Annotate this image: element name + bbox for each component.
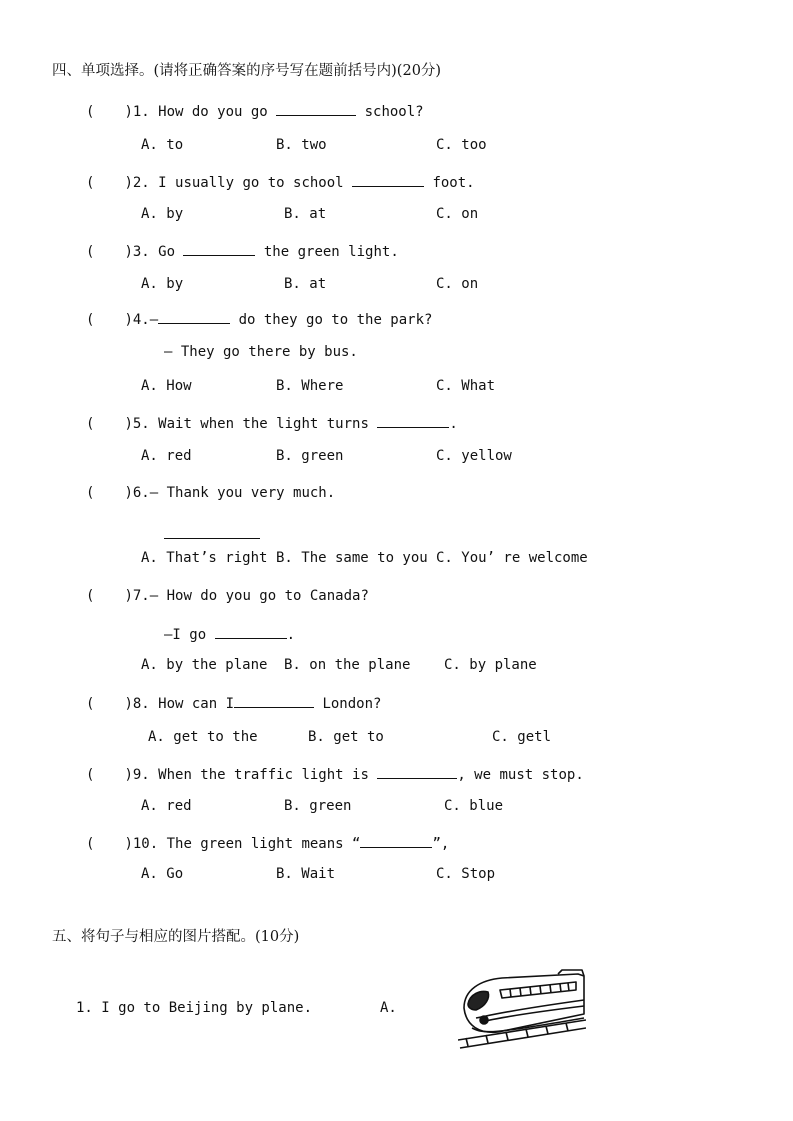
- q5-option-c[interactable]: C. yellow: [436, 448, 512, 464]
- q5-option-a[interactable]: A. red: [141, 448, 192, 464]
- question-1: ( )1. How do you go school?: [86, 101, 424, 121]
- q7-option-c[interactable]: C. by plane: [444, 657, 537, 673]
- q2-option-b[interactable]: B. at: [284, 206, 327, 222]
- answer-bracket[interactable]: (: [86, 696, 95, 712]
- question-4: ( )4.— do they go to the park?: [86, 309, 432, 329]
- q3-option-a[interactable]: A. by: [141, 276, 184, 292]
- question-7: ( )7.— How do you go to Canada?: [86, 588, 369, 604]
- fill-blank[interactable]: [158, 309, 230, 324]
- matching-option-a-label[interactable]: A.: [380, 1000, 397, 1016]
- answer-bracket[interactable]: (: [86, 416, 95, 432]
- q10-option-c[interactable]: C. Stop: [436, 866, 496, 882]
- q6-answer-blank[interactable]: [164, 538, 260, 539]
- q2-option-a[interactable]: A. by: [141, 206, 184, 222]
- q4-response-line: — They go there by bus.: [164, 344, 358, 360]
- q10-option-a[interactable]: A. Go: [141, 866, 184, 882]
- q3-option-c[interactable]: C. on: [436, 276, 479, 292]
- q4-option-a[interactable]: A. How: [141, 378, 192, 394]
- question-2: ( )2. I usually go to school foot.: [86, 172, 475, 192]
- question-10: ( )10. The green light means “ ”,: [86, 833, 449, 853]
- q2-option-c[interactable]: C. on: [436, 206, 479, 222]
- train-icon[interactable]: [458, 968, 586, 1052]
- answer-bracket[interactable]: (: [86, 175, 95, 191]
- question-9: ( )9. When the traffic light is , we must stop.: [86, 764, 584, 784]
- fill-blank[interactable]: [377, 764, 457, 779]
- section4-heading: 四、单项选择。(请将正确答案的序号写在题前括号内)(20分): [52, 63, 442, 79]
- matching-sentence-1: 1. I go to Beijing by plane.: [76, 1000, 313, 1016]
- section5-heading: 五、将句子与相应的图片搭配。(10分): [52, 929, 300, 945]
- fill-blank[interactable]: [276, 101, 356, 116]
- q8-option-b[interactable]: B. get to: [308, 729, 384, 745]
- q7-option-b[interactable]: B. on the plane: [284, 657, 411, 673]
- answer-bracket[interactable]: (: [86, 767, 95, 783]
- q1-option-c[interactable]: C. too: [436, 137, 487, 153]
- answer-bracket[interactable]: (: [86, 244, 95, 260]
- q8-option-a[interactable]: A. get to the: [148, 729, 258, 745]
- fill-blank[interactable]: [360, 833, 432, 848]
- answer-bracket[interactable]: (: [86, 836, 95, 852]
- fill-blank[interactable]: [215, 624, 287, 639]
- answer-bracket[interactable]: (: [86, 312, 95, 328]
- fill-blank[interactable]: [377, 413, 449, 428]
- q8-option-c[interactable]: C. getl: [492, 729, 552, 745]
- question-3: ( )3. Go the green light.: [86, 241, 399, 261]
- q5-option-b[interactable]: B. green: [276, 448, 344, 464]
- q4-option-c[interactable]: C. What: [436, 378, 496, 394]
- fill-blank[interactable]: [183, 241, 255, 256]
- answer-bracket[interactable]: (: [86, 104, 95, 120]
- answer-bracket[interactable]: (: [86, 485, 95, 501]
- q6-option-b[interactable]: B. The same to you: [276, 550, 428, 566]
- q6-option-c[interactable]: C. You’ re welcome: [436, 550, 588, 566]
- q10-option-b[interactable]: B. Wait: [276, 866, 336, 882]
- answer-bracket[interactable]: (: [86, 588, 95, 604]
- q3-option-b[interactable]: B. at: [284, 276, 327, 292]
- q6-option-a[interactable]: A. That’s right: [141, 550, 268, 566]
- q9-option-c[interactable]: C. blue: [444, 798, 504, 814]
- q1-option-b[interactable]: B. two: [276, 137, 327, 153]
- q7-response-line: —I go .: [164, 624, 295, 644]
- fill-blank[interactable]: [352, 172, 424, 187]
- q4-option-b[interactable]: B. Where: [276, 378, 344, 394]
- fill-blank[interactable]: [234, 693, 314, 708]
- q7-option-a[interactable]: A. by the plane: [141, 657, 268, 673]
- question-8: ( )8. How can I London?: [86, 693, 381, 713]
- question-5: ( )5. Wait when the light turns .: [86, 413, 458, 433]
- q9-option-b[interactable]: B. green: [284, 798, 352, 814]
- q1-option-a[interactable]: A. to: [141, 137, 184, 153]
- question-6: ( )6.— Thank you very much.: [86, 485, 336, 501]
- q9-option-a[interactable]: A. red: [141, 798, 192, 814]
